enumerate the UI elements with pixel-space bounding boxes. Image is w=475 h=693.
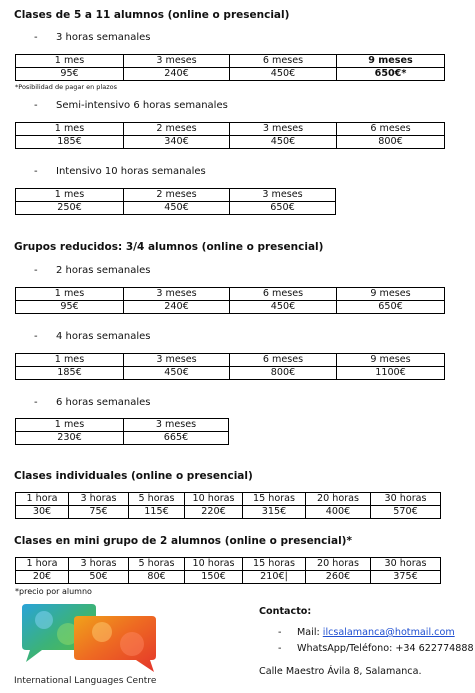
price-cell: 650€ xyxy=(337,301,445,314)
table-price-row xyxy=(16,301,445,314)
section-heading-individuales: Clases individuales (online o presencial) xyxy=(14,470,253,482)
price-cell: 400€ xyxy=(306,506,371,519)
price-table-2h-reducido xyxy=(15,287,445,314)
duration-cell: 1 mes xyxy=(16,354,124,367)
duration-cell: 10 horas xyxy=(185,493,243,506)
table-price-row xyxy=(16,432,229,445)
contact-title: Contacto: xyxy=(259,606,312,617)
price-cell: 800€ xyxy=(337,136,445,149)
table-header-row xyxy=(16,493,441,506)
price-cell: 115€ xyxy=(129,506,185,519)
price-cell: 20€ xyxy=(16,571,69,584)
table-header-row xyxy=(16,558,441,571)
duration-cell: 5 horas xyxy=(129,558,185,571)
duration-cell: 1 hora xyxy=(16,493,69,506)
duration-cell: 1 mes xyxy=(16,419,124,432)
contact-address: Calle Maestro Ávila 8, Salamanca. xyxy=(259,666,422,677)
installments-note: *Posibilidad de pagar en plazos xyxy=(15,83,117,91)
duration-cell: 6 meses xyxy=(230,55,337,68)
duration-cell: 3 meses xyxy=(230,123,337,136)
table-price-row xyxy=(16,136,445,149)
logo xyxy=(14,602,164,686)
price-cell: 150€ xyxy=(185,571,243,584)
price-cell: 665€ xyxy=(124,432,229,445)
table-price-row xyxy=(16,571,441,584)
price-cell: 80€ xyxy=(129,571,185,584)
price-table-semi-intensivo xyxy=(15,122,445,149)
price-cell: 650€ xyxy=(230,202,336,215)
duration-cell: 30 horas xyxy=(371,558,441,571)
price-cell: 570€ xyxy=(371,506,441,519)
price-table-6h-reducido xyxy=(15,418,229,445)
price-cell: 450€ xyxy=(230,136,337,149)
subheading-label: 2 horas semanales xyxy=(56,265,151,276)
price-cell: 185€ xyxy=(16,136,124,149)
subheading-label: 6 horas semanales xyxy=(56,397,151,408)
duration-cell: 1 mes xyxy=(16,123,124,136)
price-cell: 95€ xyxy=(16,68,124,81)
phone-text: WhatsApp/Teléfono: +34 622774888 xyxy=(297,643,474,654)
subheading-label: Intensivo 10 horas semanales xyxy=(56,166,206,177)
duration-cell: 30 horas xyxy=(371,493,441,506)
price-cell: 75€ xyxy=(69,506,129,519)
price-cell: 315€ xyxy=(243,506,306,519)
duration-cell: 1 mes xyxy=(16,189,124,202)
section-heading-mini-grupo: Clases en mini grupo de 2 alumnos (online o presencial)* xyxy=(14,535,352,547)
duration-cell: 9 meses xyxy=(337,55,445,68)
price-cell: 450€ xyxy=(230,301,337,314)
duration-cell: 3 meses xyxy=(124,288,230,301)
price-table-mini-grupo xyxy=(15,557,441,584)
duration-cell: 15 horas xyxy=(243,493,306,506)
price-cell: 375€ xyxy=(371,571,441,584)
duration-cell: 2 meses xyxy=(124,189,230,202)
price-table-4h-reducido xyxy=(15,353,445,380)
price-cell: 50€ xyxy=(69,571,129,584)
table-header-row xyxy=(16,288,445,301)
table-price-row xyxy=(16,202,336,215)
price-cell: 240€ xyxy=(124,68,230,81)
price-cell: 800€ xyxy=(230,367,337,380)
table-header-row xyxy=(16,419,229,432)
price-table-3h-group xyxy=(15,54,445,81)
price-cell: 30€ xyxy=(16,506,69,519)
price-cell: 450€ xyxy=(124,202,230,215)
price-cell: 210€| xyxy=(243,571,306,584)
duration-cell: 3 horas xyxy=(69,558,129,571)
price-cell: 260€ xyxy=(306,571,371,584)
table-header-row xyxy=(16,123,445,136)
price-cell: 185€ xyxy=(16,367,124,380)
duration-cell: 2 meses xyxy=(124,123,230,136)
duration-cell: 9 meses xyxy=(337,354,445,367)
table-header-row xyxy=(16,189,336,202)
duration-cell: 3 meses xyxy=(124,419,229,432)
price-table-intensivo xyxy=(15,188,336,215)
subheading-label: 4 horas semanales xyxy=(56,331,151,342)
price-cell: 340€ xyxy=(124,136,230,149)
subheading-3-horas: - 3 horas semanales xyxy=(34,32,151,43)
price-cell: 250€ xyxy=(16,202,124,215)
duration-cell: 3 meses xyxy=(124,354,230,367)
price-cell: 450€ xyxy=(124,367,230,380)
duration-cell: 3 meses xyxy=(230,189,336,202)
duration-cell: 5 horas xyxy=(129,493,185,506)
table-price-row xyxy=(16,68,445,81)
subheading-6-horas: - 6 horas semanales xyxy=(34,397,151,408)
price-cell: 230€ xyxy=(16,432,124,445)
price-cell: 220€ xyxy=(185,506,243,519)
duration-cell: 6 meses xyxy=(337,123,445,136)
duration-cell: 1 mes xyxy=(16,55,124,68)
price-cell: 650€* xyxy=(337,68,445,81)
duration-cell: 6 meses xyxy=(230,354,337,367)
price-cell: 1100€ xyxy=(337,367,445,380)
duration-cell: 15 horas xyxy=(243,558,306,571)
subheading-label: 3 horas semanales xyxy=(56,32,151,43)
duration-cell: 20 horas xyxy=(306,493,371,506)
subheading-4-horas: - 4 horas semanales xyxy=(34,331,151,342)
price-table-individuales xyxy=(15,492,441,519)
price-cell: 240€ xyxy=(124,301,230,314)
duration-cell: 1 mes xyxy=(16,288,124,301)
duration-cell: 6 meses xyxy=(230,288,337,301)
price-per-student-note: *precio por alumno xyxy=(15,587,92,596)
subheading-label: Semi-intensivo 6 horas semanales xyxy=(56,100,228,111)
duration-cell: 3 meses xyxy=(124,55,230,68)
table-price-row xyxy=(16,367,445,380)
price-cell: 95€ xyxy=(16,301,124,314)
logo-text: International Languages Centre xyxy=(14,676,157,686)
subheading-intensivo: - Intensivo 10 horas semanales xyxy=(34,166,206,177)
duration-cell: 9 meses xyxy=(337,288,445,301)
table-header-row xyxy=(16,55,445,68)
duration-cell: 1 hora xyxy=(16,558,69,571)
price-cell: 450€ xyxy=(230,68,337,81)
table-header-row xyxy=(16,354,445,367)
contact-mail-line: - Mail: ilcsalamanca@hotmail.com xyxy=(278,627,455,638)
subheading-2-horas: - 2 horas semanales xyxy=(34,265,151,276)
table-price-row xyxy=(16,506,441,519)
mail-label: Mail: xyxy=(297,627,323,638)
section-heading-group-5-11: Clases de 5 a 11 alumnos (online o presencial) xyxy=(14,9,290,21)
subheading-semi-intensivo: - Semi-intensivo 6 horas semanales xyxy=(34,100,228,111)
section-heading-grupos-reducidos: Grupos reducidos: 3/4 alumnos (online o presencial) xyxy=(14,241,324,253)
mail-link[interactable]: ilcsalamanca@hotmail.com xyxy=(322,627,455,638)
contact-phone-line: - WhatsApp/Teléfono: +34 622774888 xyxy=(278,643,474,654)
duration-cell: 10 horas xyxy=(185,558,243,571)
duration-cell: 3 horas xyxy=(69,493,129,506)
logo-speech-bubbles-icon xyxy=(14,602,164,674)
duration-cell: 20 horas xyxy=(306,558,371,571)
